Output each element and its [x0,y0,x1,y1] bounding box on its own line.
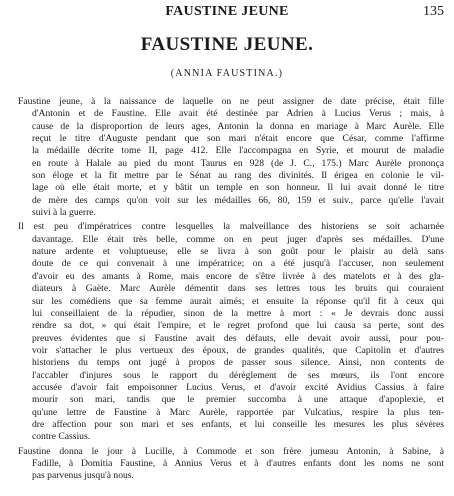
text-line: la médaille décrite tome II, page 412. Elle l'accompagna en Syrie, et mourut de maladie [32,145,444,157]
text-line: l'accabler d'injures sous le rapport du dérèglement de ses mœurs, ils l'ont encore [32,369,444,381]
page-number: 135 [423,4,444,19]
text-line: Faustine jeune, à la naissance de laquelle on ne peut assigner de date précise, était fille [18,96,444,107]
text-line: Fadille, à Domitia Faustine, à Annius Verus et à d'autres enfants dont les noms ne sont [32,457,444,469]
text-line: accusée d'avoir fait empoisonner Lucius Verus, et d'avoir excité Avidius Cassius à faire [32,381,444,393]
text-line: en route à Halale au pied du mont Taurus en 928 (de J. C., 175.) Marc Aurèle prononça [32,157,444,169]
text-line: lage où elle était morte, et y bâtit un temple en son honneur. Il lui avait donné le titre [32,182,444,194]
text-line: Faustine donna le jour à Lucille, à Commode et son frère jumeau Antonin, à Sabine, à [18,445,444,457]
text-line: doute de ce qui convenait à une impératrice; on a été jusqu'à l'accuser, non seulement [32,258,444,270]
running-head-title: FAUSTINE JEUNE [165,4,289,19]
text-line: d'avoir eu des amants à Rome, mais encore de s'être livrée à des matelots et à des gla- [32,270,444,282]
text-line: sur les comédiens que sa femme aurait aimés; et ensuite la réponse qu'il fit à ceux qui [32,295,444,307]
section-subheading: (ANNIA FAUSTINA.) [170,68,284,79]
paragraph [18,96,444,219]
paragraph [18,221,444,443]
text-line: davantage. Elle était très belle, comme on en peut juger d'après ses médailles. D'une [32,233,444,245]
body-text [18,96,444,485]
text-line: Il est peu d'impératrices contre lesquelles la malveillance des historiens se soit acharnée [18,221,444,233]
text-line: de mère des camps qu'on voit sur les médailles 66, 80, 159 et suiv., parce qu'elle l'avait [32,194,444,206]
text-line: nature ardente et voluptueuse, elle se livra à son goût pour le plaisir au delà sans [32,246,444,258]
text-line: mourir son mari, tandis que le premier succomba à une attaque d'apoplexie, et [32,394,444,406]
text-line: historiens du temps ont jugé à propos de passer sous silence. Ainsi, non contents de [32,357,444,369]
text-line: d'Antonin et de Faustine. Elle avait été destinée par Adrien à Lucius Verus ; mais, à [32,108,444,120]
text-line: son éloge et la fit mettre par le Sénat au rang des divinités. Il érigea en colonie le vil- [32,170,444,182]
text-line: suivi à la guerre. [32,207,96,219]
section-heading: FAUSTINE JEUNE. [140,34,314,55]
text-line: dre affection pour son mari et ses enfants, et lui conseille les mesures les plus sévères [32,418,444,430]
text-line: qu'une lettre de Faustine à Marc Aurèle, rapportée par Vulcatius, respire la plus ten- [32,406,444,418]
text-line: rendre sa dot, » qui était l'empire, et le regret profond que lui causa sa perte, sont des [32,320,444,332]
running-head [0,4,454,20]
paragraph [18,446,444,483]
text-line: preuves évidentes que si Faustine avait des défauts, elle devait avoir aussi, pour pou- [32,332,444,344]
text-line: reçut le titre d'Auguste pendant que son mari n'était encore que César, comme l'affirme [32,133,444,145]
text-line: pas parvenus jusqu'à nous. [32,470,134,482]
text-line: lui conseillaient de la répudier, sinon de la mettre à mort : « Je devrais donc aussi [32,307,444,319]
text-line: contre Cassius. [32,431,91,443]
text-line: diateurs à Gaëte. Marc Aurèle démentit dans ses lettres tous les bruits qui couraient [32,283,444,295]
text-line: cause de la disproportion de leurs ages, Antonin la donna en mariage à Marc Aurèle. Elle [32,120,444,132]
text-line: voir s'attacher le plus vertueux des époux, de grandes qualités, que Capitolin et d'autres [32,344,444,356]
